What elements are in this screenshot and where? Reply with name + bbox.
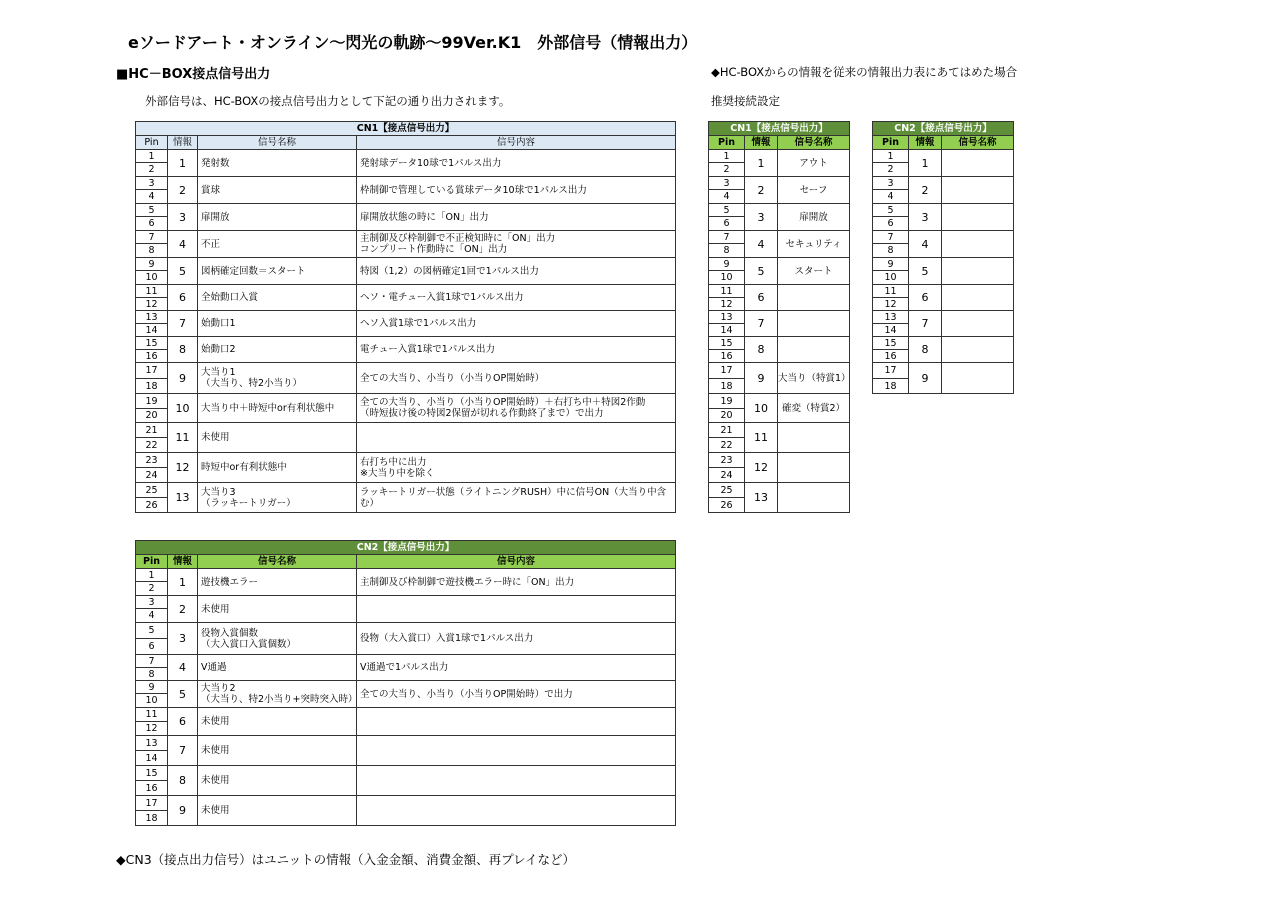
signal-name-cell: 未使用 (198, 596, 357, 623)
info-cell: 6 (745, 285, 778, 311)
table-row (709, 394, 850, 409)
info-cell: 2 (745, 177, 778, 204)
signal-name-cell (942, 150, 1014, 177)
pin-cell: 12 (136, 298, 168, 311)
info-cell: 12 (745, 453, 778, 483)
pin-cell: 10 (136, 271, 168, 285)
pin-cell: 19 (709, 394, 745, 409)
pin-cell: 15 (136, 766, 168, 781)
pin-cell: 11 (136, 285, 168, 298)
pin-cell: 3 (873, 177, 909, 190)
pin-cell: 7 (709, 231, 745, 244)
table-row (136, 681, 676, 694)
pin-cell: 9 (709, 258, 745, 271)
pin-cell: 11 (709, 285, 745, 298)
signal-content-cell: 主制御及び枠制御で遊技機エラー時に「ON」出力 (357, 569, 676, 596)
signal-name-cell (942, 177, 1014, 204)
info-cell: 2 (168, 177, 198, 204)
table-caption: CN2【接点信号出力】 (136, 541, 676, 555)
column-header-pin: Pin (873, 136, 909, 150)
table-row (136, 394, 676, 409)
table-row (136, 766, 676, 781)
pin-cell: 10 (709, 271, 745, 285)
signal-name-cell: 全始動口入賞 (198, 285, 357, 311)
pin-cell: 12 (136, 722, 168, 736)
info-cell: 7 (909, 311, 942, 337)
pin-cell: 1 (873, 150, 909, 163)
table-row (709, 453, 850, 468)
pin-cell: 8 (709, 244, 745, 258)
info-cell: 2 (168, 596, 198, 623)
signal-name-cell: 未使用 (198, 736, 357, 766)
column-header-info: 情報 (168, 136, 198, 150)
table-row (873, 337, 1014, 350)
signal-name-cell: 不正 (198, 231, 357, 258)
pin-cell: 9 (136, 258, 168, 271)
signal-name-cell: 大当り（特賞1） (778, 363, 850, 394)
table-caption: CN1【接点信号出力】 (709, 122, 850, 136)
table-row (136, 423, 676, 438)
pin-cell: 2 (136, 582, 168, 596)
pin-cell: 17 (709, 363, 745, 379)
table-row (709, 423, 850, 438)
signal-content-cell: V通過で1パルス出力 (357, 655, 676, 681)
pin-cell: 3 (136, 177, 168, 190)
pin-cell: 8 (136, 668, 168, 681)
table-row (873, 231, 1014, 244)
signal-name-cell: 未使用 (198, 708, 357, 736)
column-header-content: 信号内容 (357, 136, 676, 150)
info-cell: 5 (745, 258, 778, 285)
info-cell: 6 (168, 708, 198, 736)
info-cell: 3 (745, 204, 778, 231)
info-cell: 9 (745, 363, 778, 394)
signal-name-cell: 未使用 (198, 766, 357, 796)
pin-cell: 12 (873, 298, 909, 311)
pin-cell: 6 (136, 217, 168, 231)
signal-content-cell (357, 736, 676, 766)
pin-cell: 3 (709, 177, 745, 190)
pin-cell: 1 (136, 150, 168, 163)
pin-cell: 13 (136, 311, 168, 324)
table-row (709, 177, 850, 190)
pin-cell: 5 (136, 204, 168, 217)
info-cell: 4 (168, 655, 198, 681)
info-cell: 7 (168, 311, 198, 337)
signal-name-cell (778, 483, 850, 513)
pin-cell: 10 (136, 694, 168, 708)
pin-cell: 26 (136, 498, 168, 513)
pin-cell: 17 (136, 363, 168, 379)
table-row (136, 177, 676, 190)
signal-name-cell (942, 285, 1014, 311)
signal-name-cell: 確変（特賞2） (778, 394, 850, 423)
pin-cell: 24 (709, 468, 745, 483)
table-row (873, 311, 1014, 324)
pin-cell: 11 (136, 708, 168, 722)
info-cell: 4 (745, 231, 778, 258)
info-cell: 4 (909, 231, 942, 258)
signal-content-cell: ラッキートリガー状態（ライトニングRUSH）中に信号ON（大当り中含む） (357, 483, 676, 513)
table-row (709, 285, 850, 298)
cn2-recommended-table (872, 121, 1014, 394)
pin-cell: 4 (136, 609, 168, 623)
info-cell: 3 (909, 204, 942, 231)
column-header-pin: Pin (709, 136, 745, 150)
pin-cell: 22 (709, 438, 745, 453)
info-cell: 8 (745, 337, 778, 363)
pin-cell: 2 (873, 163, 909, 177)
table-row (136, 363, 676, 379)
signal-content-cell: 電チュー入賞1球で1パルス出力 (357, 337, 676, 363)
pin-cell: 13 (136, 736, 168, 751)
pin-cell: 21 (709, 423, 745, 438)
info-cell: 8 (168, 337, 198, 363)
table-row (136, 453, 676, 468)
column-header-info: 情報 (909, 136, 942, 150)
signal-name-cell: 遊技機エラー (198, 569, 357, 596)
signal-name-cell: 扉開放 (198, 204, 357, 231)
pin-cell: 17 (873, 363, 909, 379)
signal-content-cell: 特図（1,2）の図柄確定1回で1パルス出力 (357, 258, 676, 285)
pin-cell: 2 (136, 163, 168, 177)
table-row (873, 204, 1014, 217)
info-cell: 3 (168, 204, 198, 231)
pin-cell: 1 (136, 569, 168, 582)
table-row (136, 596, 676, 609)
table-row (873, 177, 1014, 190)
info-cell: 9 (168, 363, 198, 394)
table-row (136, 483, 676, 498)
column-header-name: 信号名称 (198, 136, 357, 150)
signal-content-cell: 扉開放状態の時に「ON」出力 (357, 204, 676, 231)
pin-cell: 4 (136, 190, 168, 204)
signal-name-cell: 始動口1 (198, 311, 357, 337)
signal-name-cell: スタート (778, 258, 850, 285)
info-cell: 1 (168, 569, 198, 596)
pin-cell: 1 (709, 150, 745, 163)
signal-name-cell: 賞球 (198, 177, 357, 204)
info-cell: 3 (168, 623, 198, 655)
pin-cell: 20 (136, 409, 168, 423)
signal-name-cell: セキュリティ (778, 231, 850, 258)
pin-cell: 9 (873, 258, 909, 271)
pin-cell: 11 (873, 285, 909, 298)
signal-name-cell (942, 204, 1014, 231)
table-row (136, 736, 676, 751)
info-cell: 8 (909, 337, 942, 363)
signal-name-cell (778, 453, 850, 483)
pin-cell: 18 (136, 379, 168, 394)
signal-name-cell: 大当り1 （大当り、特2小当り） (198, 363, 357, 394)
signal-content-cell (357, 708, 676, 736)
info-cell: 9 (909, 363, 942, 394)
signal-name-cell: 大当り2 （大当り、特2小当り+突時突入時） (198, 681, 357, 708)
pin-cell: 9 (136, 681, 168, 694)
info-cell: 1 (168, 150, 198, 177)
info-cell: 5 (909, 258, 942, 285)
info-cell: 1 (745, 150, 778, 177)
table-row (136, 231, 676, 244)
signal-content-cell (357, 596, 676, 623)
pin-cell: 8 (873, 244, 909, 258)
signal-content-cell: 全ての大当り、小当り（小当りOP開始時）＋右打ち中＋特図2作動 （時短抜け後の特図2保留が切れる作動終了まで）で出力 (357, 394, 676, 423)
pin-cell: 6 (709, 217, 745, 231)
info-cell: 10 (168, 394, 198, 423)
column-header-info: 情報 (745, 136, 778, 150)
pin-cell: 14 (136, 751, 168, 766)
info-cell: 12 (168, 453, 198, 483)
signal-content-cell (357, 423, 676, 453)
pin-cell: 6 (136, 639, 168, 655)
pin-cell: 15 (709, 337, 745, 350)
pin-cell: 20 (709, 409, 745, 423)
signal-name-cell: 未使用 (198, 423, 357, 453)
pin-cell: 12 (709, 298, 745, 311)
table-row (709, 337, 850, 350)
signal-name-cell (942, 231, 1014, 258)
signal-name-cell: 発射数 (198, 150, 357, 177)
pin-cell: 3 (136, 596, 168, 609)
pin-cell: 16 (873, 350, 909, 363)
left-section-description: 外部信号は、HC-BOXの接点信号出力として下記の通り出力されます。 (145, 94, 511, 108)
cn1-signal-table (135, 121, 676, 513)
info-cell: 7 (745, 311, 778, 337)
pin-cell: 13 (873, 311, 909, 324)
cn2-signal-table (135, 540, 676, 826)
pin-cell: 18 (136, 811, 168, 826)
table-row (709, 231, 850, 244)
left-section-heading: ■HC－BOX接点信号出力 (116, 67, 271, 82)
table-row (136, 150, 676, 163)
signal-content-cell: 右打ち中に出力 ※大当り中を除く (357, 453, 676, 483)
signal-name-cell: 大当り3 （ラッキートリガー） (198, 483, 357, 513)
table-row (136, 204, 676, 217)
signal-name-cell (778, 285, 850, 311)
info-cell: 13 (168, 483, 198, 513)
signal-content-cell: 主制御及び枠制御で不正検知時に「ON」出力 コンプリート作動時に「ON」出力 (357, 231, 676, 258)
signal-name-cell: 役物入賞個数 （大入賞口入賞個数） (198, 623, 357, 655)
pin-cell: 4 (873, 190, 909, 204)
pin-cell: 26 (709, 498, 745, 513)
signal-name-cell: セーフ (778, 177, 850, 204)
document-title: eソードアート・オンライン～閃光の軌跡～99Ver.K1 外部信号（情報出力） (128, 33, 698, 52)
signal-name-cell (778, 337, 850, 363)
info-cell: 11 (745, 423, 778, 453)
pin-cell: 13 (709, 311, 745, 324)
table-row (709, 483, 850, 498)
pin-cell: 25 (709, 483, 745, 498)
table-row (873, 258, 1014, 271)
pin-cell: 5 (709, 204, 745, 217)
pin-cell: 25 (136, 483, 168, 498)
pin-cell: 4 (709, 190, 745, 204)
info-cell: 6 (168, 285, 198, 311)
signal-name-cell: 時短中or有利状態中 (198, 453, 357, 483)
signal-content-cell (357, 796, 676, 826)
pin-cell: 23 (136, 453, 168, 468)
table-row (136, 796, 676, 811)
pin-cell: 17 (136, 796, 168, 811)
table-row (709, 204, 850, 217)
pin-cell: 16 (709, 350, 745, 363)
signal-name-cell: 未使用 (198, 796, 357, 826)
table-row (136, 623, 676, 639)
table-row (136, 258, 676, 271)
table-row (136, 337, 676, 350)
table-row (136, 708, 676, 722)
column-header-pin: Pin (136, 136, 168, 150)
pin-cell: 14 (709, 324, 745, 337)
pin-cell: 8 (136, 244, 168, 258)
signal-content-cell: 全ての大当り、小当り（小当りOP開始時） (357, 363, 676, 394)
column-header-name: 信号名称 (778, 136, 850, 150)
signal-name-cell (778, 311, 850, 337)
pin-cell: 21 (136, 423, 168, 438)
pin-cell: 16 (136, 781, 168, 796)
table-row (709, 311, 850, 324)
column-header-content: 信号内容 (357, 555, 676, 569)
signal-content-cell: 発射球データ10球で1パルス出力 (357, 150, 676, 177)
pin-cell: 7 (873, 231, 909, 244)
pin-cell: 5 (873, 204, 909, 217)
info-cell: 8 (168, 766, 198, 796)
pin-cell: 18 (709, 379, 745, 394)
pin-cell: 5 (136, 623, 168, 639)
table-row (709, 258, 850, 271)
info-cell: 11 (168, 423, 198, 453)
column-header-name: 信号名称 (942, 136, 1014, 150)
cn1-recommended-table (708, 121, 850, 513)
pin-cell: 14 (136, 324, 168, 337)
pin-cell: 19 (136, 394, 168, 409)
table-row (136, 285, 676, 298)
signal-name-cell (942, 337, 1014, 363)
signal-content-cell: 役物（大入賞口）入賞1球で1パルス出力 (357, 623, 676, 655)
pin-cell: 15 (136, 337, 168, 350)
table-caption: CN1【接点信号出力】 (136, 122, 676, 136)
pin-cell: 7 (136, 231, 168, 244)
signal-name-cell (778, 423, 850, 453)
signal-content-cell: ヘソ入賞1球で1パルス出力 (357, 311, 676, 337)
signal-content-cell (357, 766, 676, 796)
info-cell: 6 (909, 285, 942, 311)
table-row (136, 311, 676, 324)
footer-note: ◆CN3（接点出力信号）はユニットの情報（入金金額、消費金額、再プレイなど） (116, 852, 576, 867)
signal-name-cell: 図柄確定回数＝スタート (198, 258, 357, 285)
table-row (709, 150, 850, 163)
pin-cell: 6 (873, 217, 909, 231)
pin-cell: 22 (136, 438, 168, 453)
table-row (136, 569, 676, 582)
table-row (873, 150, 1014, 163)
signal-name-cell: 始動口2 (198, 337, 357, 363)
signal-content-cell: ヘソ・電チュー入賞1球で1パルス出力 (357, 285, 676, 311)
recommended-setting-label: 推奨接続設定 (711, 94, 780, 108)
pin-cell: 2 (709, 163, 745, 177)
info-cell: 13 (745, 483, 778, 513)
column-header-pin: Pin (136, 555, 168, 569)
info-cell: 5 (168, 258, 198, 285)
signal-name-cell (942, 311, 1014, 337)
info-cell: 10 (745, 394, 778, 423)
info-cell: 5 (168, 681, 198, 708)
table-caption: CN2【接点信号出力】 (873, 122, 1014, 136)
table-row (136, 655, 676, 668)
signal-name-cell: 扉開放 (778, 204, 850, 231)
signal-name-cell: V通過 (198, 655, 357, 681)
info-cell: 2 (909, 177, 942, 204)
pin-cell: 18 (873, 379, 909, 394)
signal-name-cell: アウト (778, 150, 850, 177)
info-cell: 7 (168, 736, 198, 766)
signal-name-cell (942, 363, 1014, 394)
pin-cell: 15 (873, 337, 909, 350)
column-header-name: 信号名称 (198, 555, 357, 569)
info-cell: 4 (168, 231, 198, 258)
signal-content-cell: 枠制御で管理している賞球データ10球で1パルス出力 (357, 177, 676, 204)
pin-cell: 23 (709, 453, 745, 468)
pin-cell: 10 (873, 271, 909, 285)
info-cell: 9 (168, 796, 198, 826)
table-row (873, 285, 1014, 298)
signal-name-cell (942, 258, 1014, 285)
pin-cell: 14 (873, 324, 909, 337)
right-section-heading: ◆HC-BOXからの情報を従来の情報出力表にあてはめた場合 (711, 65, 1018, 79)
pin-cell: 16 (136, 350, 168, 363)
pin-cell: 7 (136, 655, 168, 668)
column-header-info: 情報 (168, 555, 198, 569)
pin-cell: 24 (136, 468, 168, 483)
info-cell: 1 (909, 150, 942, 177)
table-row (873, 363, 1014, 379)
signal-content-cell: 全ての大当り、小当り（小当りOP開始時）で出力 (357, 681, 676, 708)
signal-name-cell: 大当り中＋時短中or有利状態中 (198, 394, 357, 423)
table-row (709, 363, 850, 379)
